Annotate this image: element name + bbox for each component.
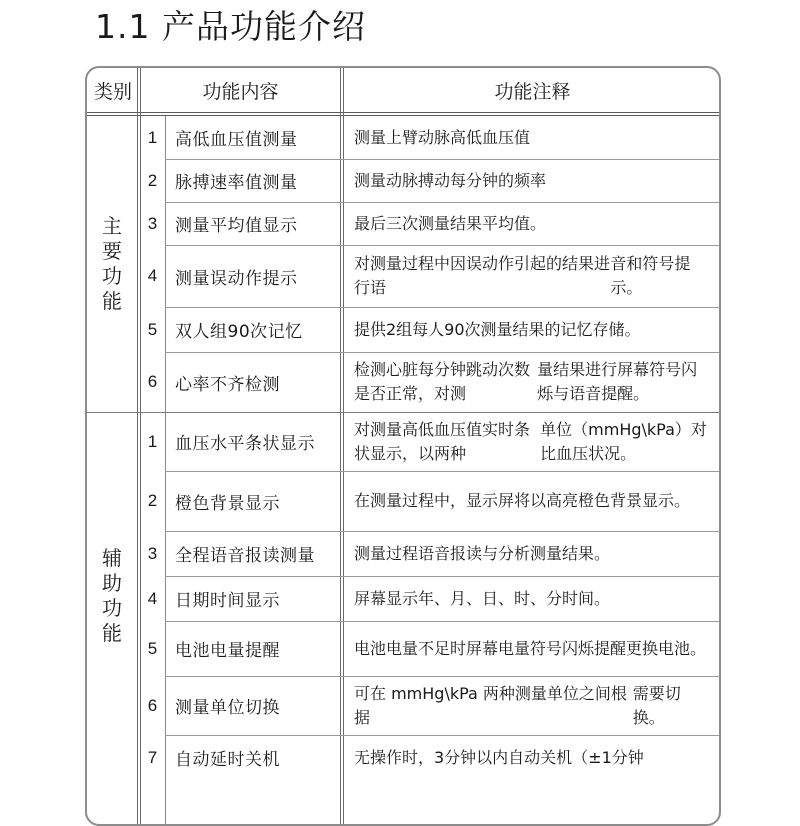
category-label: 辅助功能 [102,546,122,645]
category-label: 主要功能 [102,214,122,313]
row-number: 3 [147,213,158,233]
row-number: 5 [147,638,158,658]
row-number: 2 [147,170,158,190]
function-name: 血压水平条状显示 [175,434,315,454]
function-name: 橙色背景显示 [175,493,280,514]
function-description: 测量动脉搏动每分钟的频率 [354,170,547,190]
function-description: 可在 mmHg\kPa 两种测量单位之间根据 需要切换。 [354,683,681,727]
header-function: 功能内容 [202,80,279,103]
function-description: 最后三次测量结果平均值。 [354,213,547,233]
row-number: 4 [147,266,158,285]
row-number: 1 [147,431,158,451]
function-name: 双人组90次记忆 [175,322,303,342]
function-description: 对测量高低血压值实时条状显示，以两种 单位（mmHg\kPa）对比血压状况。 [354,419,707,463]
function-description: 对测量过程中因误动作引起的结果进行语 音和符号提示。 [354,254,691,297]
row-number: 4 [147,588,158,608]
function-name: 高低血压值测量 [175,130,298,150]
row-number: 6 [147,372,158,391]
function-name: 测量误动作提示 [175,268,298,289]
row-number: 7 [147,747,158,767]
function-table [85,66,721,826]
function-name: 脉搏速率值测量 [175,173,298,193]
function-description: 在测量过程中，显示屏将以高亮橙色背景 显示。 [354,491,691,510]
function-description: 无操作时，3分钟以内自动关机（±1分钟 [354,747,644,767]
function-name: 心率不齐检测 [175,374,280,395]
function-description: 提供2组每人90次测量结果的记忆存储。 [354,319,641,339]
function-description: 检测心脏每分钟跳动次数是否正常，对测 量结果进行屏幕符号闪烁与语音提醒。 [354,360,698,403]
function-name: 测量平均值显示 [175,216,298,236]
function-name: 日期时间显示 [175,591,280,611]
function-description: 测量过程语音报读与分析测量结果。 [354,543,611,563]
function-description: 测量上臂动脉高低血压值 [354,127,531,147]
function-description: 屏幕显示年、月、日、时、分时间。 [354,588,611,608]
function-name: 电池电量提醒 [175,641,280,661]
function-description: 电池电量不足时屏幕电量符号闪烁提醒更 换电池。 [354,638,707,658]
row-number: 1 [147,127,158,147]
function-name: 全程语音报读测量 [175,546,315,566]
header-note: 功能注释 [494,80,571,103]
function-name: 测量单位切换 [175,698,280,718]
row-number: 6 [147,695,158,715]
row-number: 5 [147,319,158,339]
row-number: 3 [147,543,158,563]
row-number: 2 [147,491,158,510]
header-category: 类别 [93,80,132,103]
page-title: 1.1 产品功能介绍 [95,7,366,46]
function-name: 自动延时关机 [175,750,280,770]
